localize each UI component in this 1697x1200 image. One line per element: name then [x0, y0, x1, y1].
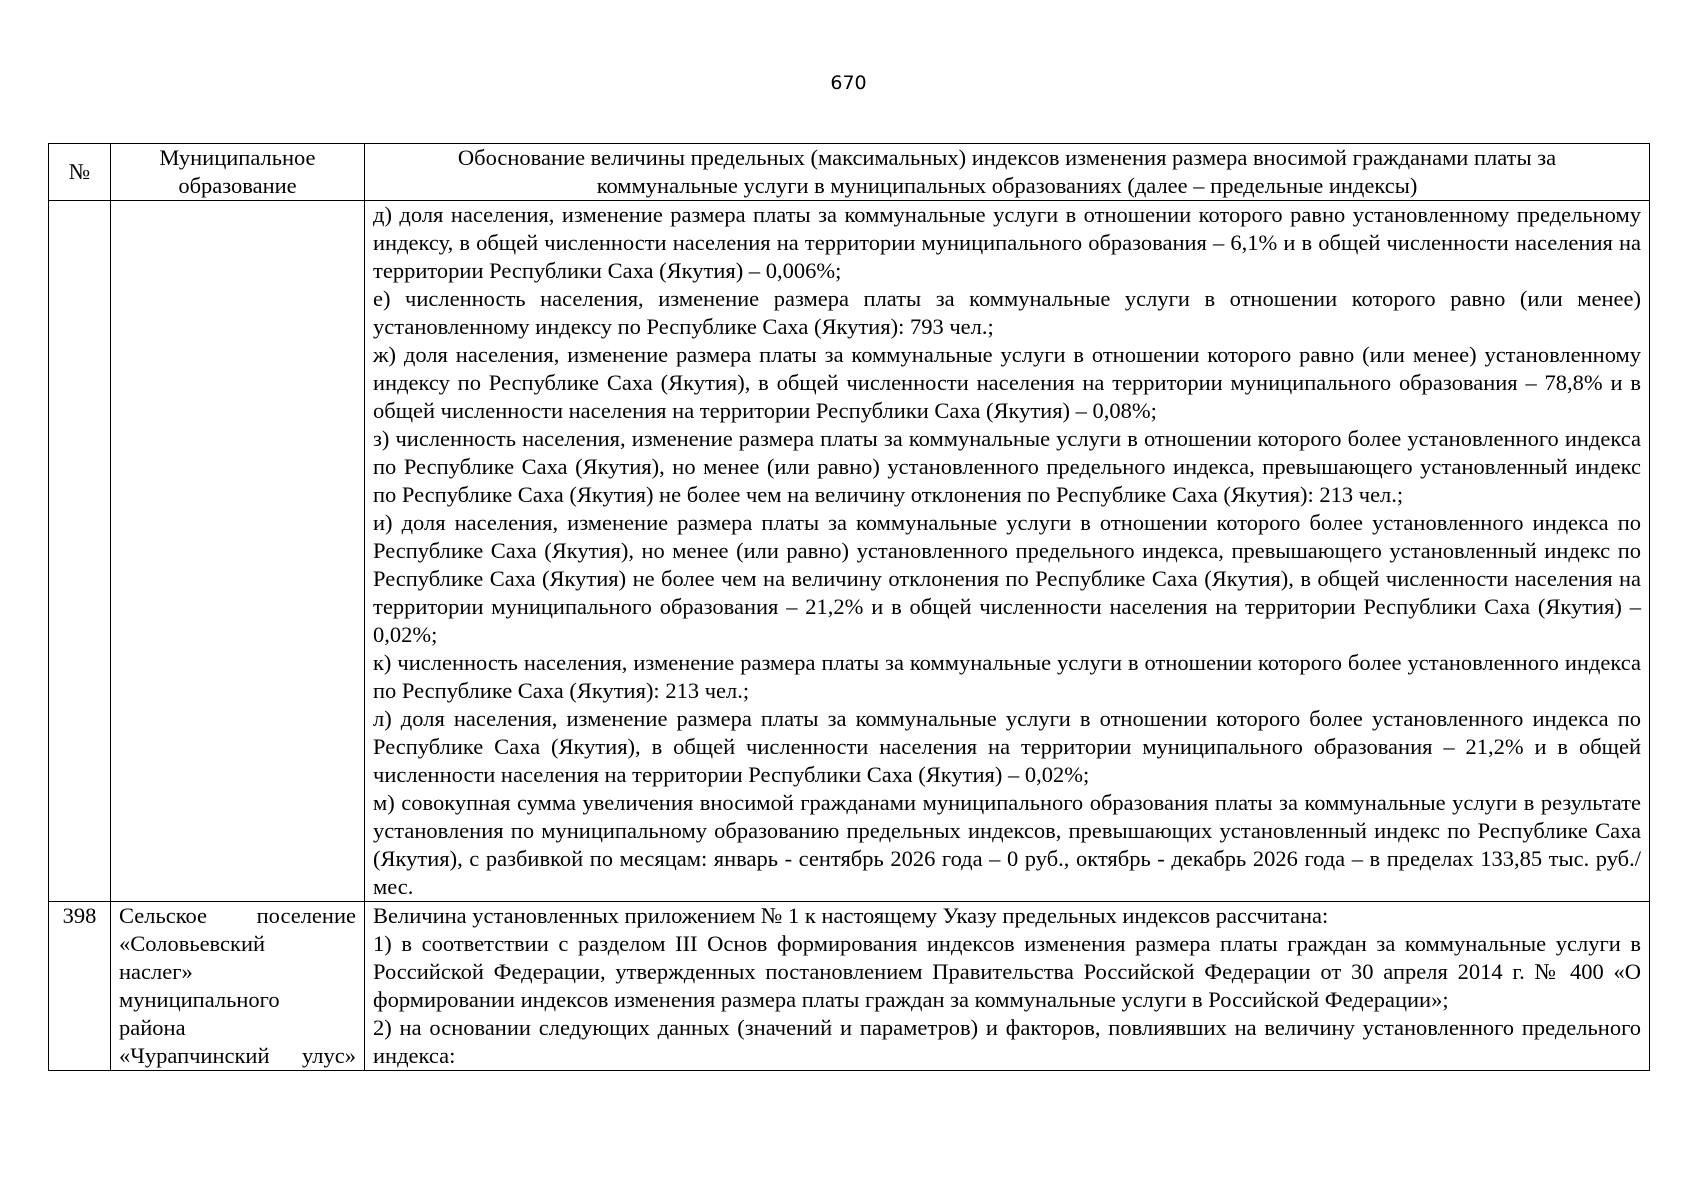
paragraph-zh: ж) доля населения, изменение размера платы за коммунальные услуги в отношении которого равно (или менее) установленному индексу по Республике Саха (Якутия), в общей численности населения на территории муниципального образования – 78,8% и в общей численности населения на территории Республики Саха (Якутия) – 0,08%; — [373, 342, 1641, 423]
row-justification-cell — [365, 201, 1650, 902]
header-justification: Обоснование величины предельных (максимальных) индексов изменения размера вносимой гражданами платы за коммунальные услуги в муниципальных образованиях (далее – предельные индексы) — [365, 144, 1650, 201]
paragraph-2: 2) на основании следующих данных (значений и параметров) и факторов, повлиявших на величину установленного предельного индекса: — [373, 1015, 1641, 1068]
municipality-line: наслег» — [119, 959, 193, 984]
municipality-line: района — [119, 1015, 186, 1040]
row-number-cell — [49, 201, 111, 902]
municipality-line: Сельское поселение — [119, 903, 356, 928]
header-number: № — [49, 144, 111, 201]
paragraph-i: и) доля населения, изменение размера платы за коммунальные услуги в отношении которого более установленного индекса по Республике Саха (Якутия), но менее (или равно) установленного предельного индекса, превышающего установленный индекс по Республике Саха (Якутия) не более чем на величину отклонения по Республике Саха (Якутия), в общей численности населения на территории муниципального образования – 21,2% и в общей численности населения на территории Республики Саха (Якутия) – 0,02%; — [373, 510, 1641, 647]
justification-table — [48, 143, 1650, 1071]
paragraph-1: 1) в соответствии с разделом III Основ формирования индексов изменения размера платы граждан за коммунальные услуги в Российской Федерации, утвержденных постановлением Правительства Российской Федерации от 30 апреля 2014 г. № 400 «О формировании индексов изменения размера платы граждан за коммунальные услуги в Российской Федерации»; — [373, 931, 1641, 1012]
table-header-row — [49, 144, 1650, 201]
paragraph-d: д) доля населения, изменение размера платы за коммунальные услуги в отношении которого равно установленному предельному индексу, в общей численности населения на территории муниципального образования – 6,1% и в общей численности населения на территории Республики Саха (Якутия) – 0,006%; — [373, 202, 1641, 283]
row-municipality-cell — [111, 201, 365, 902]
row-justification-cell — [365, 902, 1650, 1071]
row-municipality-cell — [111, 902, 365, 1071]
paragraph-intro: Величина установленных приложением № 1 к настоящему Указу предельных индексов рассчитана: — [373, 903, 1329, 928]
page-number: 670 — [830, 72, 867, 94]
paragraph-k: к) численность населения, изменение размера платы за коммунальные услуги в отношении которого более установленного индекса по Республике Саха (Якутия): 213 чел.; — [373, 650, 1641, 703]
paragraph-z: з) численность населения, изменение размера платы за коммунальные услуги в отношении которого более установленного индекса по Республике Саха (Якутия), но менее (или равно) установленного предельного индекса, превышающего установленный индекс по Республике Саха (Якутия) не более чем на величину отклонения по Республике Саха (Якутия): 213 чел.; — [373, 426, 1641, 507]
paragraph-e: е) численность населения, изменение размера платы за коммунальные услуги в отношении которого равно (или менее) установленному индексу по Республике Саха (Якутия): 793 чел.; — [373, 286, 1641, 339]
paragraph-m: м) совокупная сумма увеличения вносимой гражданами муниципального образования платы за коммунальные услуги в результате установления по муниципальному образованию предельных индексов, превышающих установленный индекс по Республике Саха (Якутия), с разбивкой по месяцам: январь - сентябрь 2026 года – 0 руб., октябрь - декабрь 2026 года – в пределах 133,85 тыс. руб./мес. — [373, 790, 1641, 899]
paragraph-l: л) доля населения, изменение размера платы за коммунальные услуги в отношении которого более установленного индекса по Республике Саха (Якутия), в общей численности населения на территории муниципального образования – 21,2% и в общей численности населения на территории Республики Саха (Якутия) – 0,02%; — [373, 706, 1641, 787]
municipality-line: «Чурапчинский улус» — [119, 1043, 356, 1068]
table-row-398 — [49, 902, 1650, 1071]
row-number-cell: 398 — [49, 902, 111, 1071]
header-municipality: Муниципальное образование — [111, 144, 365, 201]
municipality-line: «Соловьевский — [119, 931, 266, 956]
table-row-continued — [49, 201, 1650, 902]
municipality-line: муниципального — [119, 987, 280, 1012]
